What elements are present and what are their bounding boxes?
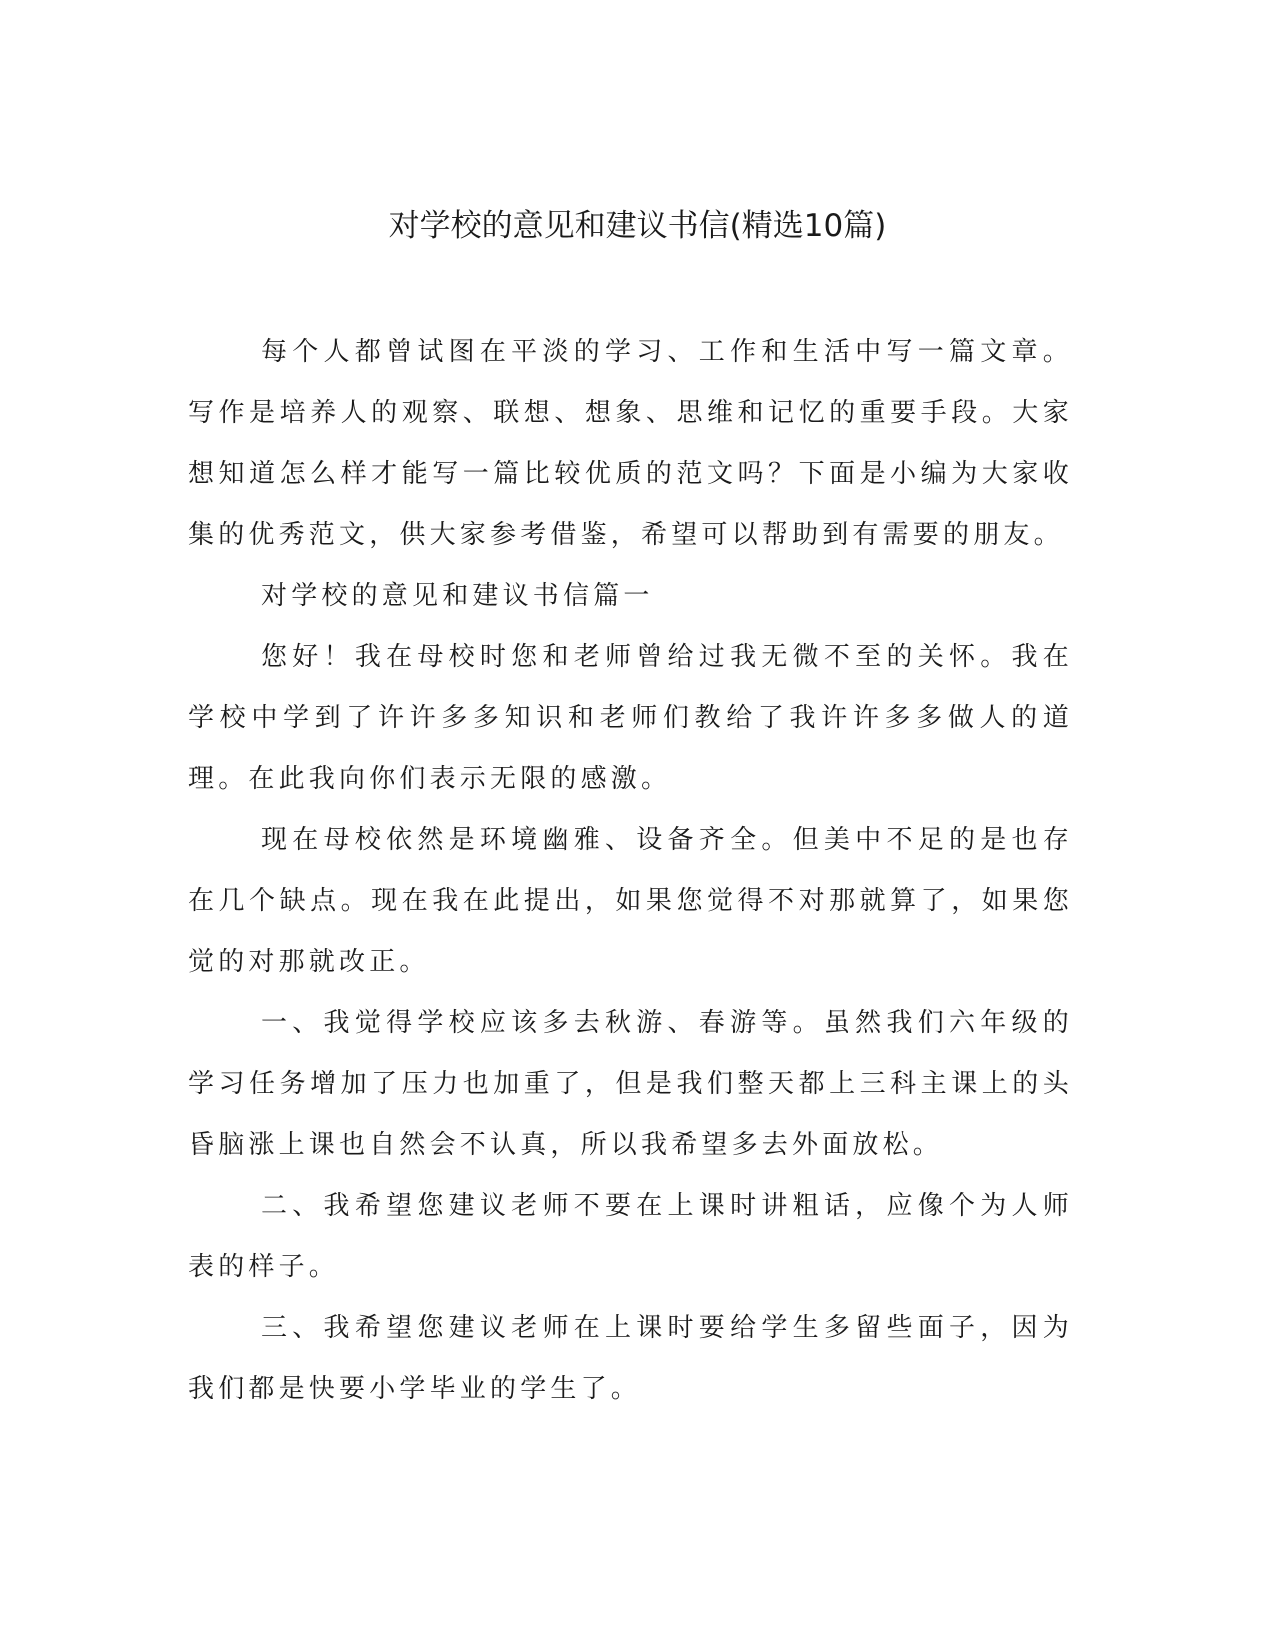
section-heading: 对学校的意见和建议书信篇一 [261, 581, 654, 611]
suggestion-one: 一、我觉得学校应该多去秋游、春游等。虽然我们六年级的学习任务增加了压力也加重了，但是我们整天都上三科主课上的头昏脑涨上课也自然会不认真，所以我希望多去外面放松。 [188, 1008, 1073, 1160]
suggestion-three: 三、我希望您建议老师在上课时要给学生多留些面子，因为我们都是快要小学毕业的学生了。 [188, 1313, 1073, 1404]
document-body [188, 322, 1073, 1420]
suggestion-two: 二、我希望您建议老师不要在上课时讲粗话，应像个为人师表的样子。 [188, 1191, 1073, 1282]
body-paragraph: 现在母校依然是环境幽雅、设备齐全。但美中不足的是也存在几个缺点。现在我在此提出，如果您觉得不对那就算了，如果您觉的对那就改正。 [188, 825, 1073, 977]
intro-paragraph: 每个人都曾试图在平淡的学习、工作和生活中写一篇文章。写作是培养人的观察、联想、想象、思维和记忆的重要手段。大家想知道怎么样才能写一篇比较优质的范文吗？下面是小编为大家收集的优秀范文，供大家参考借鉴，希望可以帮助到有需要的朋友。 [188, 337, 1073, 550]
document-title: 对学校的意见和建议书信(精选10篇) [388, 208, 887, 244]
greeting-paragraph: 您好！我在母校时您和老师曾给过我无微不至的关怀。我在学校中学到了许许多多知识和老师们教给了我许许多多做人的道理。在此我向你们表示无限的感激。 [188, 642, 1073, 794]
